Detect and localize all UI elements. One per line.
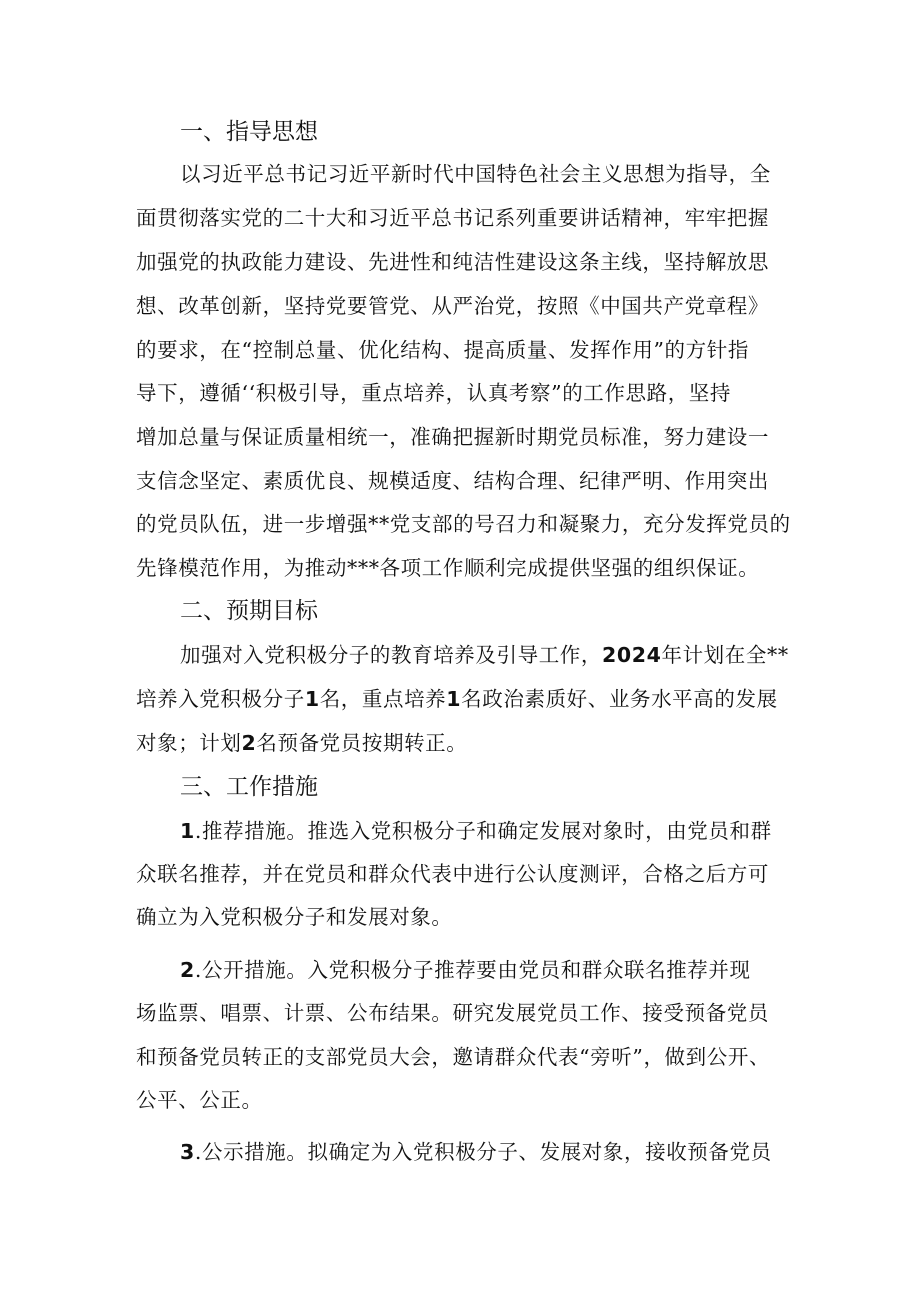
year-number: 2024 — [602, 643, 662, 667]
paragraph-line — [180, 1137, 772, 1167]
paragraph-line: 场监票、唱票、计票、公布结果。研究发展党员工作、接受预备党员 — [136, 1001, 769, 1025]
text-run: .推荐措施。推选入党积极分子和确定发展对象时，由党员和群 — [194, 819, 772, 843]
section-heading-guiding-thought: 一、指导思想 — [180, 119, 318, 145]
paragraph-line: 导下，遵循‘‘积极引导，重点培养，认真考察”的工作思路，坚持 — [136, 381, 732, 405]
paragraph-line — [180, 816, 772, 846]
item-number: 3 — [180, 1140, 195, 1164]
text-run: .公开措施。入党积极分子推荐要由党员和群众联名推荐并现 — [194, 958, 751, 982]
paragraph-line: 的要求，在“控制总量、优化结构、提高质量、发挥作用”的方针指 — [136, 338, 749, 362]
text-run: 加强对入党积极分子的教育培养及引导工作， — [180, 643, 602, 667]
paragraph-line: 想、改革创新，坚持党要管党、从严治党，按照《中国共产党章程》 — [136, 294, 769, 318]
text-run: 对象；计划 — [136, 731, 242, 755]
count-number: 1 — [304, 687, 320, 711]
item-number: 2 — [180, 958, 195, 982]
text-run: 培养入党积极分子 — [136, 687, 305, 711]
paragraph-line: 面贯彻落实党的二十大和习近平总书记系列重要讲话精神，牢牢把握 — [136, 206, 769, 230]
text-run: 名，重点培养 — [319, 687, 447, 711]
text-run: 年计划在全** — [661, 643, 789, 667]
paragraph-line: 的党员队伍，进一步增强**党支部的号召力和凝聚力，充分发挥党员的 — [136, 512, 791, 536]
text-run: 名政治素质好、业务水平高的发展 — [461, 687, 778, 711]
paragraph-line: 先锋模范作用，为推动***各项工作顺利完成提供坚强的组织保证。 — [136, 556, 760, 580]
paragraph-line: 以习近平总书记习近平新时代中国特色社会主义思想为指导，全 — [180, 162, 771, 186]
count-number: 2 — [241, 731, 257, 755]
paragraph-line: 加强党的执政能力建设、先进性和纯洁性建设这条主线，坚持解放思 — [136, 250, 769, 274]
paragraph-line — [180, 955, 751, 985]
section-heading-work-measures: 三、工作措施 — [180, 774, 318, 800]
paragraph-line: 和预备党员转正的支部党员大会，邀请群众代表“旁听”，做到公开、 — [136, 1045, 771, 1069]
item-number: 1 — [180, 819, 195, 843]
text-run: 名预备党员按期转正。 — [256, 731, 468, 755]
count-number: 1 — [446, 687, 462, 711]
paragraph-line: 支信念坚定、素质优良、规模适度、结构合理、纪律严明、作用突出 — [136, 469, 769, 493]
paragraph-line: 增加总量与保证质量相统一，准确把握新时期党员标准，努力建设一 — [136, 425, 769, 449]
text-run: .公示措施。拟确定为入党积极分子、发展对象，接收预备党员 — [194, 1140, 772, 1164]
paragraph-line — [136, 684, 778, 714]
paragraph-line: 确立为入党积极分子和发展对象。 — [136, 905, 453, 929]
paragraph-line: 公平、公正。 — [136, 1088, 263, 1112]
paragraph-line: 众联名推荐，并在党员和群众代表中进行公认度测评，合格之后方可 — [136, 862, 769, 886]
paragraph-line — [136, 728, 467, 758]
paragraph-line — [180, 640, 789, 670]
section-heading-expected-goals: 二、预期目标 — [180, 598, 318, 624]
